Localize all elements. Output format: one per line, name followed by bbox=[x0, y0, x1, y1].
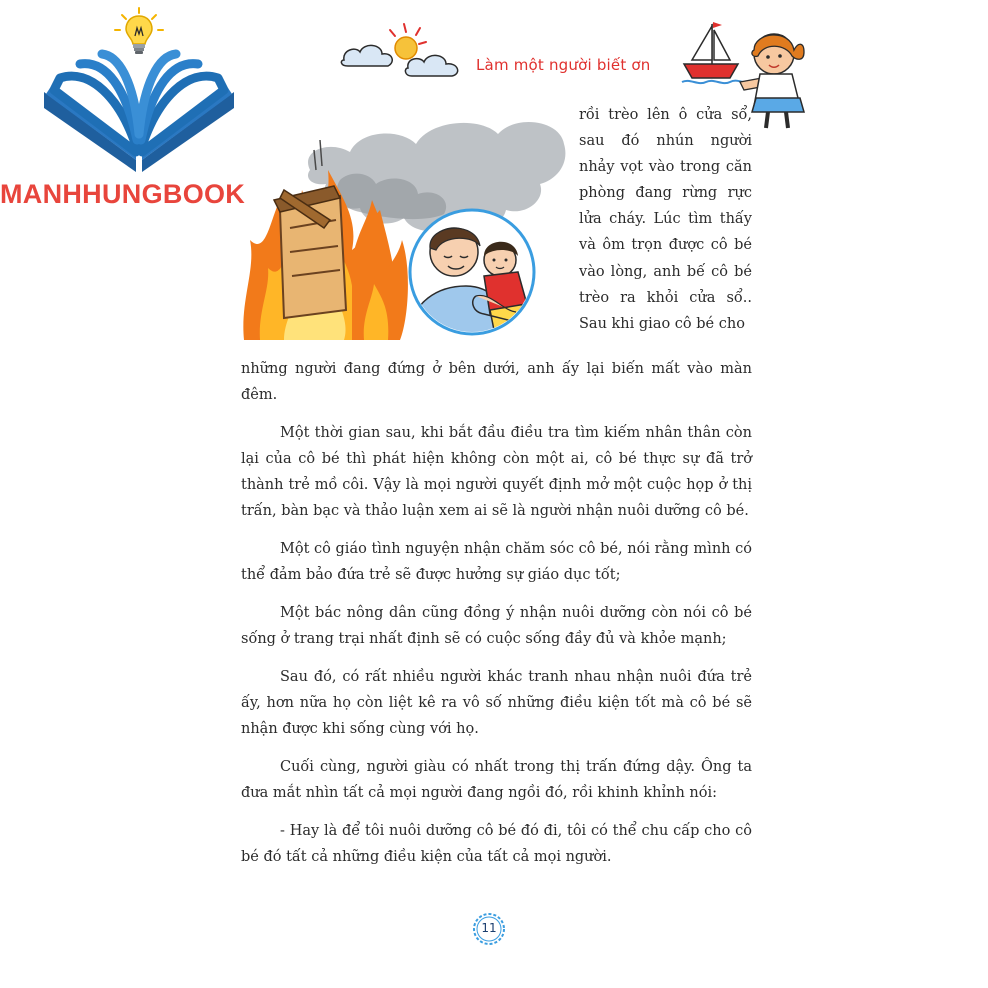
brand-part-2: BOOK bbox=[162, 179, 246, 209]
page-number-badge bbox=[472, 912, 506, 946]
page-number: 11 bbox=[481, 921, 497, 935]
sun-clouds-icon bbox=[338, 20, 468, 82]
story-paragraph: Một bác nông dân cũng đồng ý nhận nuôi dưỡng còn nói cô bé sống ở trang trại nhất định sẽ có cuộc sống đầy đủ và khỏe mạnh; bbox=[241, 605, 752, 647]
story-paragraph: - Hay là để tôi nuôi dưỡng cô bé đó đi, tôi có thể chu cấp cho cô bé đó tất cả những điều kiện của tất cả mọi người. bbox=[241, 823, 752, 865]
brand-part-1: MANHHUNG bbox=[0, 179, 163, 209]
wrap-paragraph-text: rồi trèo lên ô cửa sổ, sau đó nhún người nhảy vọt vào trong căn phòng đang rừng rực lửa cháy. Lúc tìm thấy và ôm trọn được cô bé vào lòng, anh bế cô bé trèo ra khỏi cửa sổ.. Sau khi giao cô bé cho bbox=[579, 107, 752, 332]
story-paragraph: Sau đó, có rất nhiều người khác tranh nhau nhận nuôi đứa trẻ ấy, hơn nữa họ còn liệt kê ra vô số những điều kiện tốt mà cô bé sẽ nhận được khi sống cùng với họ. bbox=[241, 669, 752, 737]
wrap-continuation: những người đang đứng ở bên dưới, anh ấy lại biến mất vào màn đêm. bbox=[241, 361, 752, 403]
story-paragraph: Cuối cùng, người giàu có nhất trong thị trấn đứng dậy. Ông ta đưa mắt nhìn tất cả mọi người đang ngồi đó, rồi khinh khỉnh nói: bbox=[241, 759, 752, 801]
story-paragraph: Một thời gian sau, khi bắt đầu điều tra tìm kiếm nhân thân còn lại của cô bé thì phát hiện không còn một ai, cô bé thực sự đã trở thành trẻ mồ côi. Vậy là mọi người quyết định mở một cuộc họp ở thị trấn, bàn bạc và thảo luận xem ai sẽ là người nhận nuôi dưỡng cô bé. bbox=[241, 425, 752, 519]
story-body bbox=[241, 356, 752, 882]
open-book-logo bbox=[40, 48, 238, 174]
brand-watermark bbox=[0, 179, 245, 210]
story-paragraph: Một cô giáo tình nguyện nhận chăm sóc cô bé, nói rằng mình có thể đảm bảo đứa trẻ sẽ được hưởng sự giáo dục tốt; bbox=[241, 541, 752, 583]
fire-rescue-illustration bbox=[240, 100, 570, 350]
chapter-title: Làm một người biết ơn bbox=[476, 56, 651, 74]
story-wrap-paragraph bbox=[579, 102, 752, 337]
